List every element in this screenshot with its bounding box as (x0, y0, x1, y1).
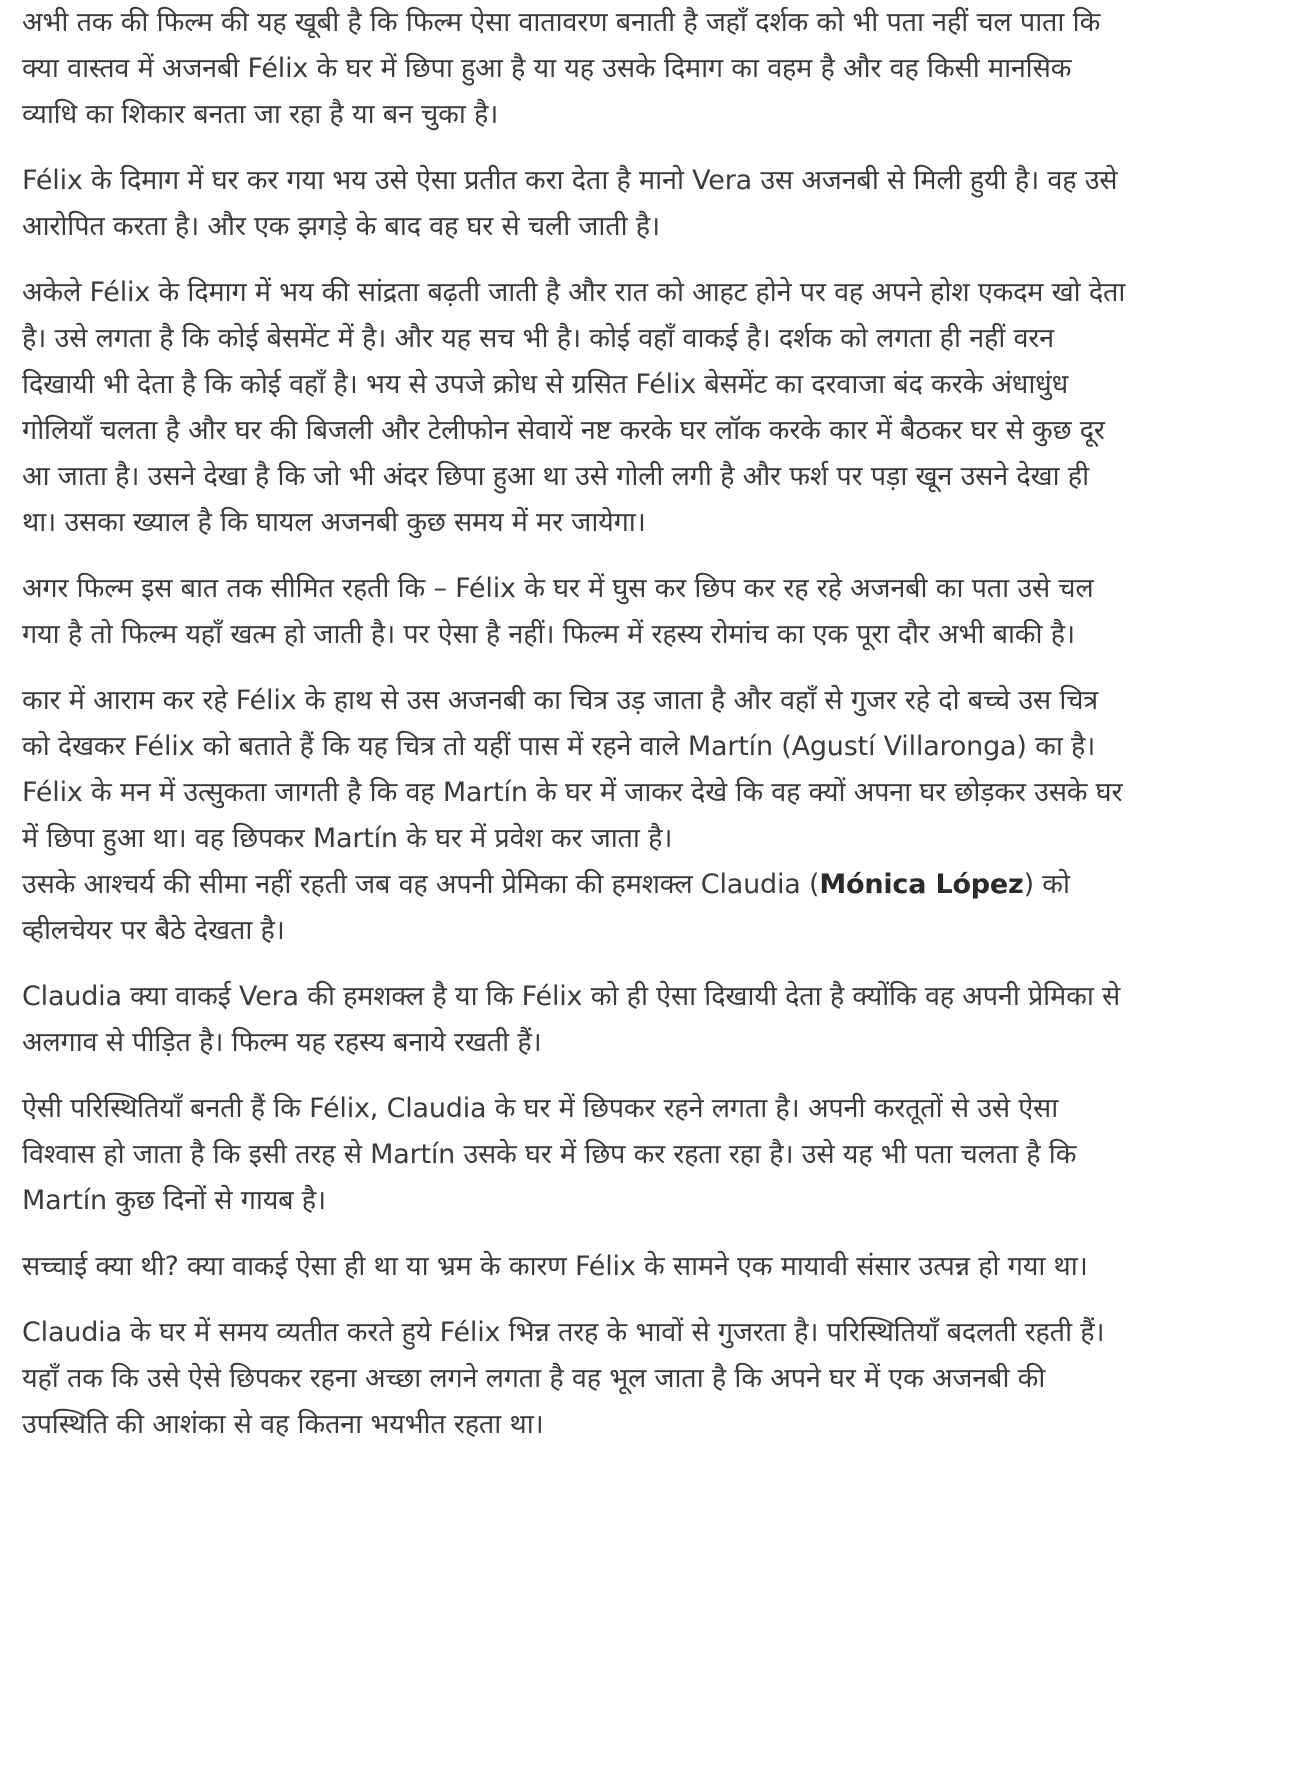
paragraph-claudia (22, 862, 1130, 954)
paragraph: अकेले Félix के दिमाग में भय की सांद्रता बढ़ती जाती है और रात को आहट होने पर वह अपने होश एकदम खो देता है। उसे लगता है कि कोई बेसमेंट में है। और यह सच भी है। कोई वहाँ वाकई है। दर्शक को लगता ही नहीं वरन दिखायी भी देता है कि कोई वहाँ है। भय से उपजे क्रोध से ग्रसित Félix बेसमेंट का दरवाजा बंद करके अंधाधुंध गोलियाँ चलता है और घर की बिजली और टेलीफोन सेवायें नष्ट करके घर लॉक करके कार में बैठकर घर से कुछ दूर आ जाता है। उसने देखा है कि जो भी अंदर छिपा हुआ था उसे गोली लगी है और फर्श पर पड़ा खून उसने देखा ही था। उसका ख्याल है कि घायल अजनबी कुछ समय में मर जायेगा। (22, 277, 1126, 538)
paragraph: अगर फिल्म इस बात तक सीमित रहती कि – Félix के घर में घुस कर छिप कर रह रहे अजनबी का पता उसे चल गया है तो फिल्म यहाँ खत्म हो जाती है। पर ऐसा है नहीं। फिल्म में रहस्य रोमांच का एक पूरा दौर अभी बाकी है। (22, 573, 1094, 650)
paragraph: Claudia के घर में समय व्यतीत करते हुये Félix भिन्न तरह के भावों से गुजरता है। परिस्थितियाँ बदलती रहती हैं। यहाँ तक कि उसे ऐसे छिपकर रहना अच्छा लगने लगता है वह भूल जाता है कि अपने घर में एक अजनबी की उपस्थिति की आशंका से वह कितना भयभीत रहता था। (22, 1317, 1105, 1440)
paragraph: ऐसी परिस्थितियाँ बनती हैं कि Félix, Claudia के घर में छिपकर रहने लगता है। अपनी करतूतों से उसे ऐसा विश्वास हो जाता है कि इसी तरह से Martín उसके घर में छिप कर रहता रहा है। उसे यह भी पता चलता है कि Martín कुछ दिनों से गायब है। (22, 1093, 1077, 1216)
paragraph: अभी तक की फिल्म की यह खूबी है कि फिल्म ऐसा वातावरण बनाती है जहाँ दर्शक को भी पता नहीं चल पाता कि क्या वास्तव में अजनबी Félix के घर में छिपा हुआ है या यह उसके दिमाग का वहम है और वह किसी मानसिक व्याधि का शिकार बनता जा रहा है या बन चुका है। (22, 7, 1101, 130)
paragraph: Claudia क्या वाकई Vera की हमशक्ल है या कि Félix को ही ऐसा दिखायी देता है क्योंकि वह अपनी प्रेमिका से अलगाव से पीड़ित है। फिल्म यह रहस्य बनाये रखती हैं। (22, 981, 1121, 1058)
paragraph: Félix के दिमाग में घर कर गया भय उसे ऐसा प्रतीत करा देता है मानो Vera उस अजनबी से मिली हुयी है। वह उसे आरोपित करता है। और एक झगड़े के बाद वह घर से चली जाती है। (22, 165, 1118, 242)
paragraph-text: उसके आश्चर्य की सीमा नहीं रहती जब वह अपनी प्रेमिका की हमशक्ल Claudia ( (22, 869, 820, 900)
actor-name: Mónica López (819, 869, 1024, 900)
paragraph: कार में आराम कर रहे Félix के हाथ से उस अजनबी का चित्र उड़ जाता है और वहाँ से गुजर रहे दो बच्चे उस चित्र को देखकर Félix को बताते हैं कि यह चित्र तो यहीं पास में रहने वाले Martín (Agustí Villaronga) का है। Félix के मन में उत्सुकता जागती है कि वह Martín के घर में जाकर देखे कि वह क्यों अपना घर छोड़कर उसके घर में छिपा हुआ था। वह छिपकर Martín के घर में प्रवेश कर जाता है। (22, 685, 1123, 854)
paragraph-text: ) को व्हीलचेयर पर बैठे देखता है। (22, 869, 1070, 946)
paragraph: सच्चाई क्या थी? क्या वाकई ऐसा ही था या भ्रम के कारण Félix के सामने एक मायावी संसार उत्पन्न हो गया था। (22, 1251, 1088, 1282)
article-body (22, 0, 1130, 1468)
